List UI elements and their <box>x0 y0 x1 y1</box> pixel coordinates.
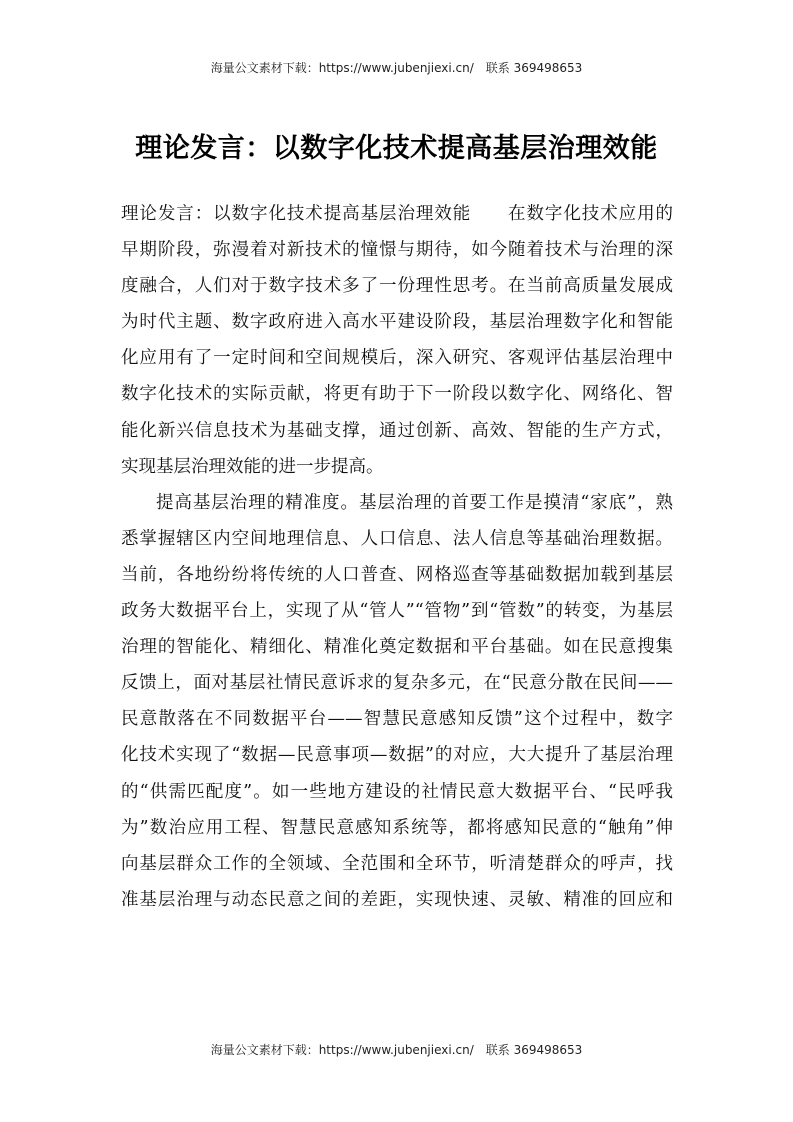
text-line: 为”数治应用工程、智慧民意感知系统等，都将感知民意的“触角”伸 <box>121 817 673 838</box>
text-line: 为时代主题、数字政府进入高水平建设阶段，基层治理数字化和智能 <box>121 312 673 333</box>
text-line: 数字化技术的实际贡献，将更有助于下一阶段以数字化、网络化、智 <box>121 384 673 405</box>
text-line: 实现基层治理效能的进一步提高。 <box>121 456 384 477</box>
page-header <box>0 59 793 76</box>
page-footer <box>0 1041 793 1058</box>
header-download-text: 海量公文素材下载：https://www.jubenjiexi.cn/ <box>210 61 474 75</box>
footer-download-text: 海量公文素材下载：https://www.jubenjiexi.cn/ <box>210 1043 474 1057</box>
text-line: 早期阶段，弥漫着对新技术的憧憬与期待，如今随着技术与治理的深 <box>121 240 673 261</box>
text-line: 向基层群众工作的全领域、全范围和全环节，听清楚群众的呼声，找 <box>121 853 673 874</box>
text-line: 化技术实现了“数据—民意事项—数据”的对应，大大提升了基层治理 <box>121 745 673 766</box>
document-title: 理论发言：以数字化技术提高基层治理效能 <box>135 133 658 164</box>
text-line: 理论发言：以数字化技术提高基层治理效能 在数字化技术应用的 <box>121 204 673 224</box>
text-line: 政务大数据平台上，实现了从“管人”“管物”到“管数”的转变，为基层 <box>121 601 673 622</box>
text-line: 能化新兴信息技术为基础支撑，通过创新、高效、智能的生产方式， <box>121 420 673 441</box>
header-contact-text: 联系 369498653 <box>485 61 583 75</box>
paragraph-precision <box>121 485 673 918</box>
text-line: 化应用有了一定时间和空间规模后，深入研究、客观评估基层治理中 <box>121 348 673 369</box>
paragraph-intro <box>121 196 673 485</box>
text-line: 反馈上，面对基层社情民意诉求的复杂多元，在“民意分散在民间—— <box>121 673 673 694</box>
document-body <box>121 196 673 918</box>
text-line: 的“供需匹配度”。如一些地方建设的社情民意大数据平台、“民呼我 <box>121 781 673 802</box>
text-line: 民意散落在不同数据平台——智慧民意感知反馈”这个过程中，数字 <box>121 709 673 730</box>
text-line: 度融合，人们对于数字技术多了一份理性思考。在当前高质量发展成 <box>121 276 673 297</box>
text-line: 提高基层治理的精准度。基层治理的首要工作是摸清“家底”，熟 <box>156 492 673 513</box>
text-line: 准基层治理与动态民意之间的差距，实现快速、灵敏、精准的回应和 <box>121 889 673 910</box>
text-line: 当前，各地纷纷将传统的人口普查、网格巡查等基础数据加载到基层 <box>121 564 673 585</box>
text-line: 悉掌握辖区内空间地理信息、人口信息、法人信息等基础治理数据。 <box>121 528 673 549</box>
text-line: 治理的智能化、精细化、精准化奠定数据和平台基础。如在民意搜集 <box>121 637 673 658</box>
footer-contact-text: 联系 369498653 <box>485 1043 583 1057</box>
